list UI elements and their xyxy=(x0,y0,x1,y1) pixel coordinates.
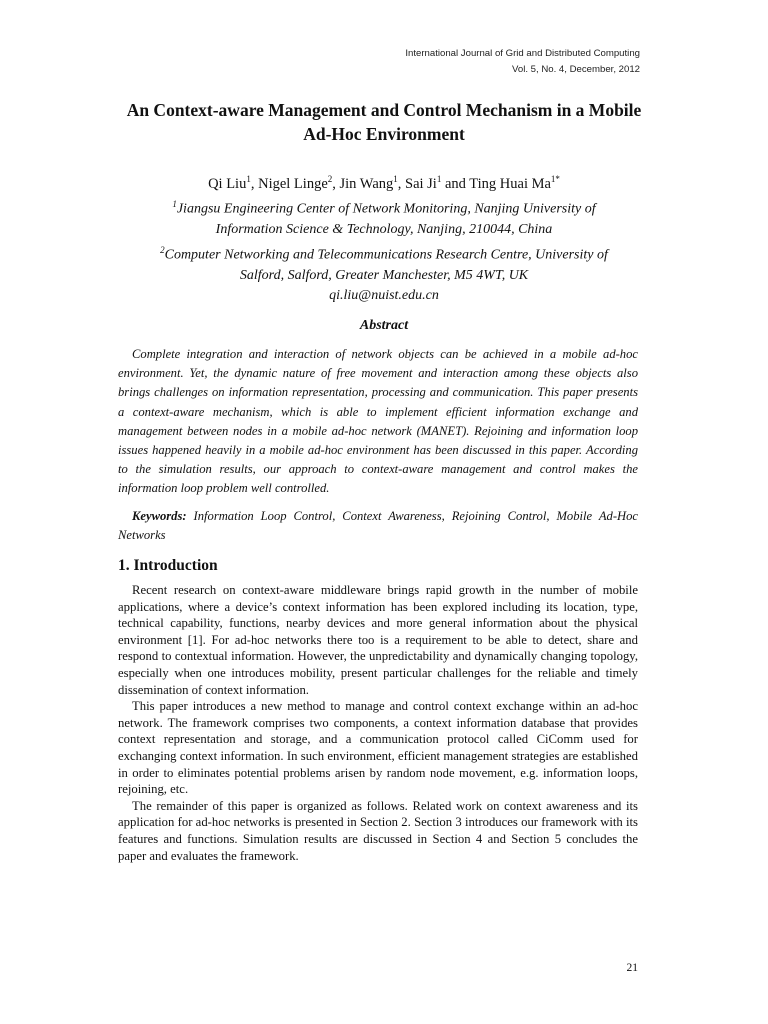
affiliation-2-line-2: Salford, Salford, Greater Manchester, M5 4WT, UK xyxy=(239,267,529,283)
author-list xyxy=(100,169,668,194)
abstract-heading: Abstract xyxy=(359,318,409,333)
affiliation-1-line-1: Jiangsu Engineering Center of Network Monitoring, Nanjing University of xyxy=(176,201,596,217)
affiliation-mark: 1 xyxy=(172,199,177,209)
author-affiliation-mark: 1 xyxy=(436,174,442,184)
author-affiliation-mark: 2 xyxy=(327,174,333,184)
affiliation-1-line-2: Information Science & Technology, Nanjing, 210044, China xyxy=(215,221,553,237)
author-name: Nigel Linge xyxy=(258,175,328,192)
title-line-2: Ad-Hoc Environment xyxy=(303,124,465,144)
author-separator: and xyxy=(441,175,470,192)
abstract-text: Complete integration and interaction of network objects can be achieved in a mobile ad-hoc environment. Yet, the dynamic nature of free movement and interaction among these objects also brings challenges on information representation, processing and communication. This paper presents a context-aware mechanism, which is able to implement efficient information exchange and management between nodes in a mobile ad-hoc network (MANET). Rejoining and information loop issues happened heavily in a mobile ad-hoc environment has been discussed in this paper. According to the simulation results, our approach to context-aware management and control makes the information loop problem well controlled. xyxy=(118,347,638,496)
author-affiliation-mark: 1 xyxy=(246,174,251,184)
author-name: Ting Huai Ma xyxy=(469,175,551,192)
paper-title xyxy=(100,98,668,146)
affiliation-2 xyxy=(110,240,658,306)
running-header xyxy=(405,46,640,78)
affiliation-1 xyxy=(110,194,658,240)
author-separator: , xyxy=(250,175,259,192)
author-separator: , xyxy=(332,175,340,192)
keywords-text: Information Loop Control, Context Awareness, Rejoining Control, Mobile Ad-Hoc Networks xyxy=(118,509,638,542)
paragraph: The remainder of this paper is organized as follows. Related work on context awareness and its application for ad-hoc networks is presented in Section 2. Section 3 introduces our framework with its features and functions. Simulation results are discussed in Section 4 and Section 5 concludes the paper and evaluates the framework. xyxy=(118,798,638,863)
keywords-label: Keywords: xyxy=(132,509,187,523)
author-separator: , xyxy=(397,175,406,192)
journal-volume: Vol. 5, No. 4, December, 2012 xyxy=(512,64,640,75)
author-name: Qi Liu xyxy=(208,175,247,192)
journal-name: International Journal of Grid and Distributed Computing xyxy=(405,48,640,59)
affiliation-2-line-1: Computer Networking and Telecommunications Research Centre, University of xyxy=(164,247,608,263)
author-affiliation-mark: 1* xyxy=(550,174,560,184)
affiliation-mark: 2 xyxy=(160,245,165,255)
author-affiliation-mark: 1 xyxy=(393,174,398,184)
section-heading-introduction: 1. Introduction xyxy=(118,557,218,574)
author-name: Jin Wang xyxy=(339,175,394,192)
title-line-1: An Context-aware Management and Control Mechanism in a Mobile xyxy=(126,100,642,120)
author-name: Sai Ji xyxy=(405,175,437,192)
introduction-body xyxy=(118,582,638,864)
keywords xyxy=(118,507,638,545)
paragraph: This paper introduces a new method to manage and control context exchange within an ad-hoc network. The framework comprises two components, a context information database that provides context representation and storage, and a communication protocol called CiComm used for exchanging context information. In such environment, efficient management strategies are established in order to eliminates potential problems arisen by random node movement, e.g. information loops, rejoining, etc. xyxy=(118,699,638,797)
contact-email[interactable]: qi.liu@nuist.edu.cn xyxy=(329,287,439,303)
paragraph: Recent research on context-aware middleware brings rapid growth in the number of mobile applications, where a device’s context information has been explored including its location, type, technical capability, functions, nearby devices and more general information about the physical environment [1]. For ad-hoc networks there too is a requirement to be able to detect, share and respond to contextual information. However, the unpredictability and dynamically changing topology, especially when one introduces mobility, present particular challenges for the reliable and timely dissemination of context information. xyxy=(118,583,638,697)
page-number: 21 xyxy=(626,962,638,974)
